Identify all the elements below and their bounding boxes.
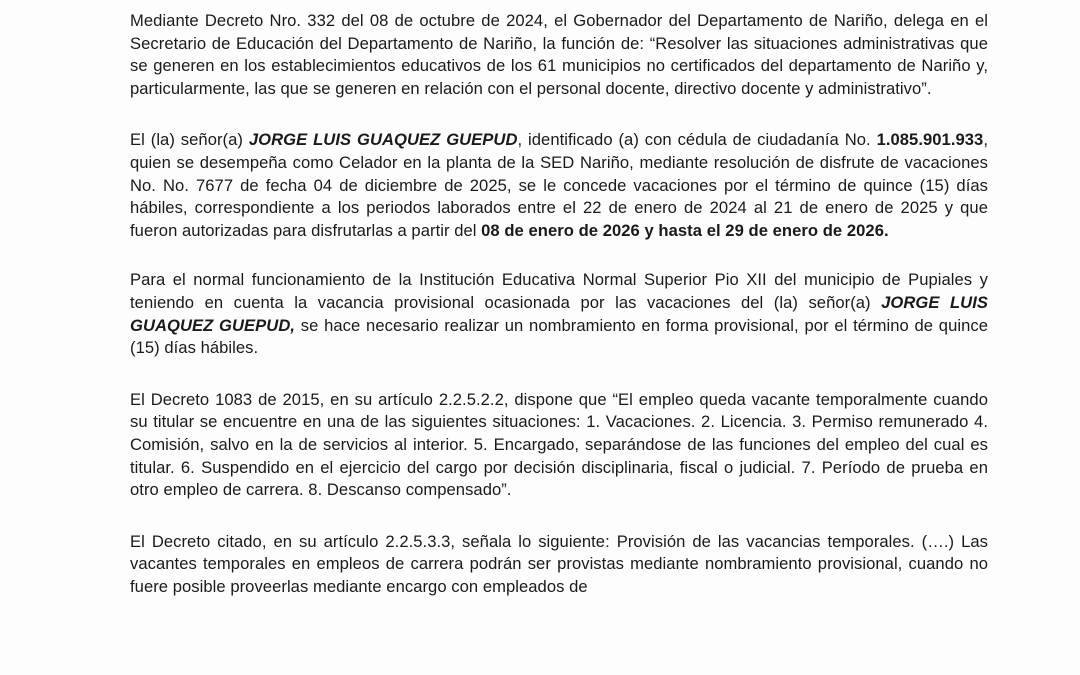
paragraph-provisional-appointment	[130, 269, 988, 359]
paragraph-decree-1083	[130, 389, 988, 502]
paragraph-3-part-1: Para el normal funcionamiento de la Institución Educativa Normal Superior Pio XII del municipio de Pupiales y teniendo en cuenta la vacancia provisional ocasionada por las vacaciones del (la) señor(a)	[130, 270, 988, 312]
paragraph-vacation-grant	[130, 129, 988, 242]
paragraph-2-part-2: , identificado (a) con cédula de ciudadanía No.	[517, 130, 877, 150]
paragraph-3-part-2: se hace necesario realizar un nombramiento en forma provisional, por el término de quince (15) días hábiles.	[130, 315, 988, 358]
paragraph-decree-delegation	[130, 10, 988, 100]
employee-id-number: 1.085.901.933	[876, 130, 984, 150]
employee-name: JORGE LUIS GUAQUEZ GUEPUD	[248, 130, 518, 150]
vacation-dates: 08 de enero de 2026 y hasta el 29 de enero de 2026.	[481, 220, 889, 240]
paragraph-5-text: El Decreto citado, en su artículo 2.2.5.3.3, señala lo siguiente: Provisión de las vacancias temporales. (….) Las vacantes temporales en empleos de carrera podrán ser provistas mediante nombramiento provisional, cuando no fuere posible proveerlas mediante encargo con empleados de	[130, 531, 988, 596]
paragraph-4-text: El Decreto 1083 de 2015, en su artículo 2.2.5.2.2, dispone que “El empleo queda vacante temporalmente cuando su titular se encuentre en una de las siguientes situaciones: 1. Vacaciones. 2. Licencia. 3. Permiso remunerado 4. Comisión, salvo en la de servicios al interior. 5. Encargado, separándose de las funciones del empleo del cual es titular. 6. Suspendido en el ejercicio del cargo por decisión disciplinaria, fiscal o judicial. 7. Período de prueba en otro empleo de carrera. 8. Descanso compensado”.	[130, 389, 988, 500]
paragraph-2-part-3: , quien se desempeña como Celador en la planta de la SED Nariño, mediante resolución de disfrute de vacaciones No. No. 7677 de fecha 04 de diciembre de 2025, se le concede vacaciones por el término de quince (15) días hábiles, correspondiente a los periodos laborados entre el 22 de enero de 2024 al 21 de enero de 2025 y que fueron autorizadas para disfrutarlas a partir del	[130, 130, 989, 240]
document-body	[130, 10, 988, 626]
paragraph-decree-cited	[130, 531, 988, 599]
paragraph-2-part-1: El (la) señor(a)	[130, 130, 249, 150]
employee-name-repeat: JORGE LUIS GUAQUEZ GUEPUD,	[130, 292, 988, 335]
paragraph-1-text: Mediante Decreto Nro. 332 del 08 de octubre de 2024, el Gobernador del Departamento de Nariño, delega en el Secretario de Educación del Departamento de Nariño, la función de: “Resolver las situaciones administrativas que se generen en los establecimientos educativos de los 61 municipios no certificados del departamento de Nariño y, particularmente, las que se generen en relación con el personal docente, directivo docente y administrativo”.	[130, 11, 988, 98]
